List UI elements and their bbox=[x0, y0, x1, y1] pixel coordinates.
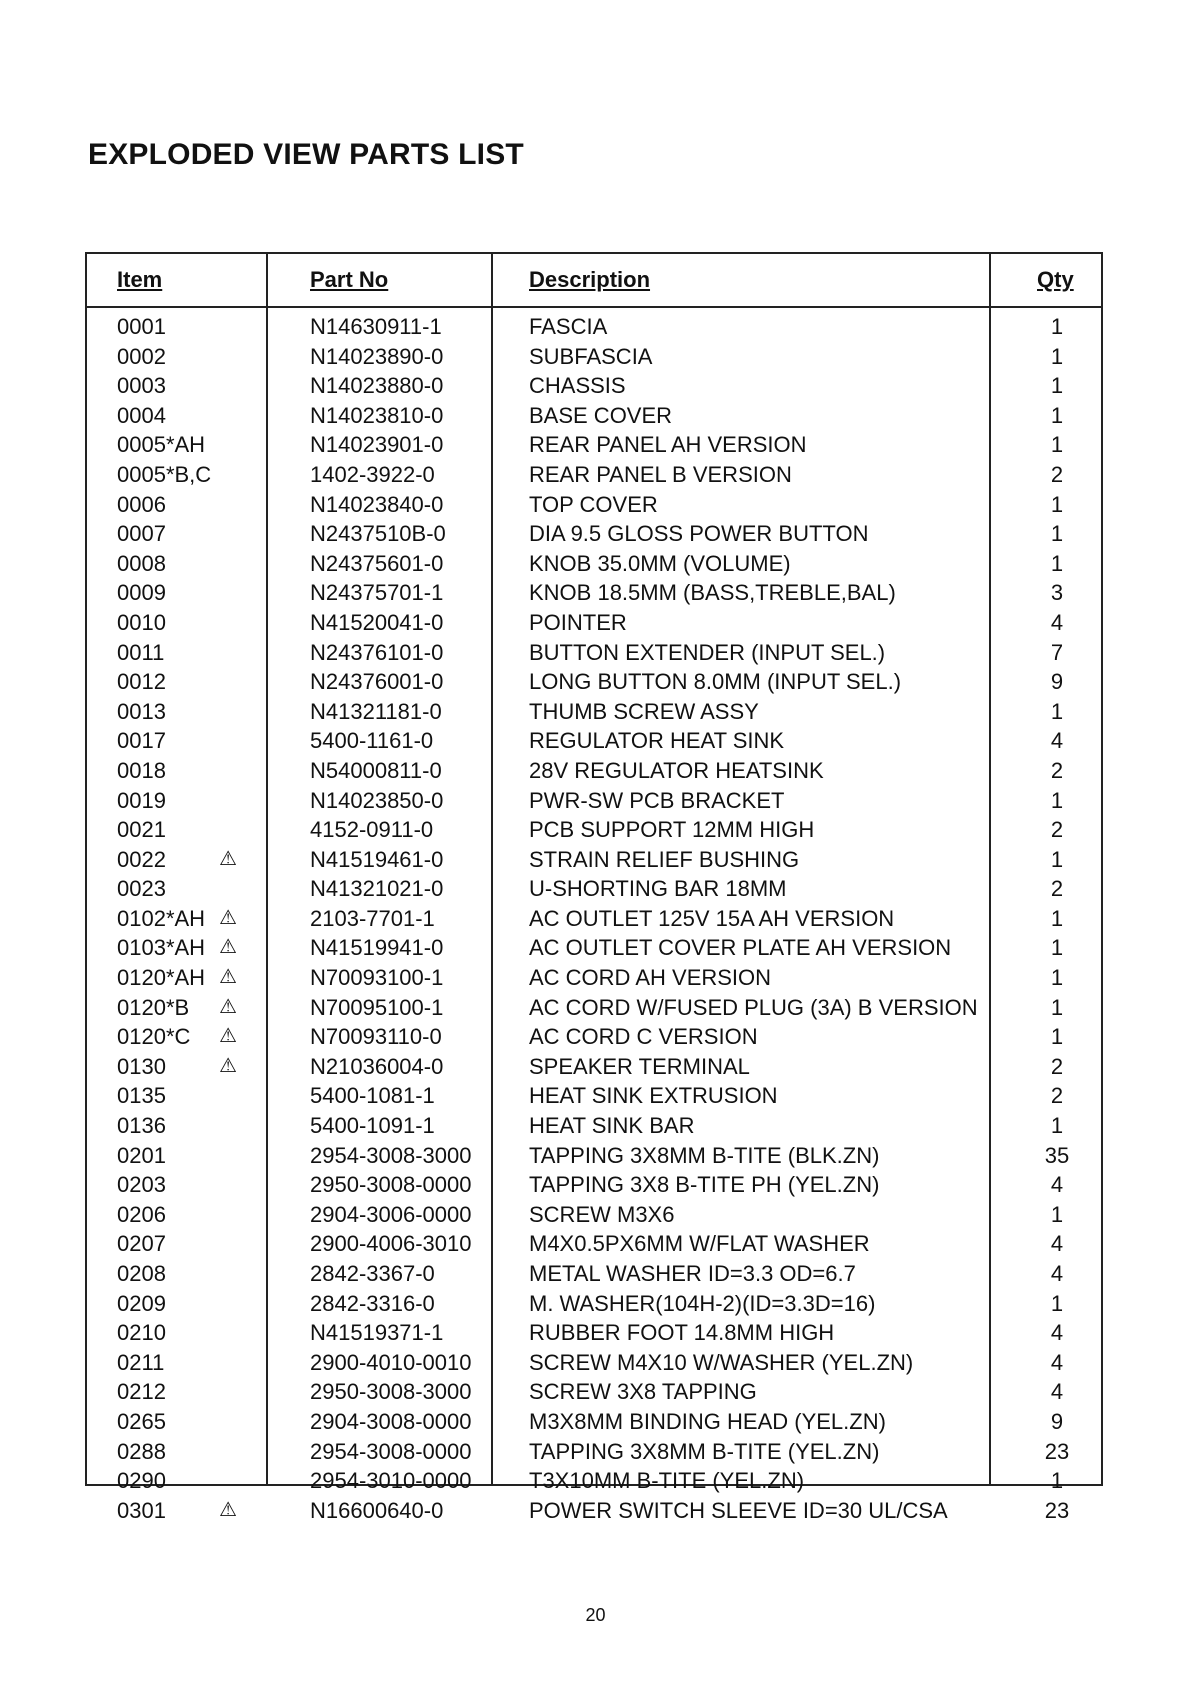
qty-cell: 1 bbox=[1050, 787, 1064, 813]
description-cell: U-SHORTING BAR 18MM bbox=[529, 876, 787, 902]
qty-cell: 1 bbox=[1050, 1290, 1064, 1316]
part-no-cell: N41321021-0 bbox=[310, 876, 444, 902]
description-cell: CHASSIS bbox=[529, 373, 626, 399]
qty-cell: 1 bbox=[1050, 373, 1064, 399]
description-cell: POINTER bbox=[529, 609, 627, 635]
table-row bbox=[87, 519, 1101, 549]
qty-cell: 1 bbox=[1050, 905, 1064, 931]
qty-cell: 1 bbox=[1050, 491, 1064, 517]
item-cell: 0004 bbox=[117, 402, 166, 428]
column-header-qty: Qty bbox=[1037, 267, 1074, 292]
part-no-cell: 2954-3008-3000 bbox=[310, 1142, 472, 1168]
item-cell: 0009 bbox=[117, 580, 166, 606]
warning-icon: ⚠ bbox=[219, 1025, 237, 1048]
qty-cell: 35 bbox=[1044, 1142, 1070, 1168]
description-cell: STRAIN RELIEF BUSHING bbox=[529, 846, 800, 872]
qty-cell: 4 bbox=[1050, 1261, 1064, 1286]
item-cell: 0011 bbox=[117, 639, 165, 665]
item-cell: 0013 bbox=[117, 698, 166, 724]
item-cell: 0120*AH bbox=[117, 965, 206, 991]
table-row bbox=[87, 1170, 1101, 1200]
item-cell: 0203 bbox=[117, 1172, 166, 1198]
description-cell: AC CORD AH VERSION bbox=[529, 965, 772, 991]
part-no-cell: 2954-3010-0000 bbox=[310, 1468, 472, 1494]
part-no-cell: N41321181-0 bbox=[310, 698, 442, 724]
part-no-cell: N41519941-0 bbox=[310, 935, 444, 961]
part-no-cell: N2437510B-0 bbox=[310, 521, 446, 547]
description-cell: BASE COVER bbox=[529, 402, 673, 428]
table-row bbox=[87, 756, 1101, 786]
qty-cell: 4 bbox=[1050, 1172, 1064, 1198]
table-row bbox=[87, 1200, 1101, 1230]
qty-cell: 1 bbox=[1050, 343, 1064, 369]
qty-cell: 3 bbox=[1050, 580, 1064, 606]
description-cell: PWR-SW PCB BRACKET bbox=[529, 787, 785, 813]
qty-cell: 1 bbox=[1050, 550, 1064, 576]
item-cell: 0301 bbox=[117, 1497, 166, 1523]
qty-cell: 4 bbox=[1050, 609, 1064, 635]
description-cell: SCREW 3X8 TAPPING bbox=[529, 1379, 757, 1405]
item-cell: 0005*AH bbox=[117, 432, 206, 458]
header-divider bbox=[87, 306, 1101, 308]
description-cell: M3X8MM BINDING HEAD (YEL.ZN) bbox=[529, 1408, 886, 1434]
description-cell: REGULATOR HEAT SINK bbox=[529, 728, 785, 754]
qty-cell: 9 bbox=[1050, 669, 1064, 695]
qty-cell: 1 bbox=[1050, 965, 1064, 991]
description-cell: SCREW M3X6 bbox=[529, 1201, 675, 1227]
qty-cell: 1 bbox=[1050, 1024, 1064, 1050]
description-cell: LONG BUTTON 8.0MM (INPUT SEL.) bbox=[529, 669, 902, 695]
table-row bbox=[87, 460, 1101, 490]
table-row bbox=[87, 786, 1101, 816]
table-row bbox=[87, 1111, 1101, 1141]
warning-icon: ⚠ bbox=[219, 966, 237, 989]
description-cell: AC CORD W/FUSED PLUG (3A) B VERSION bbox=[529, 994, 978, 1020]
description-cell: SPEAKER TERMINAL bbox=[529, 1053, 750, 1079]
qty-cell: 23 bbox=[1044, 1497, 1070, 1523]
item-cell: 0208 bbox=[117, 1261, 166, 1286]
table-row bbox=[87, 430, 1101, 460]
part-no-cell: N41520041-0 bbox=[310, 609, 444, 635]
part-no-cell: N41519371-1 bbox=[310, 1320, 444, 1346]
item-cell: 0120*B bbox=[117, 994, 190, 1020]
item-cell: 0288 bbox=[117, 1438, 166, 1464]
warning-icon: ⚠ bbox=[219, 1498, 237, 1521]
item-cell: 0003 bbox=[117, 373, 166, 399]
part-no-cell: 2950-3008-0000 bbox=[310, 1172, 472, 1198]
qty-cell: 2 bbox=[1050, 876, 1064, 902]
item-cell: 0135 bbox=[117, 1083, 166, 1109]
table-row bbox=[87, 1081, 1101, 1111]
part-no-cell: N14023901-0 bbox=[310, 432, 444, 458]
qty-cell: 2 bbox=[1050, 461, 1064, 487]
part-no-cell: N70093110-0 bbox=[310, 1024, 442, 1050]
qty-cell: 1 bbox=[1050, 1113, 1064, 1139]
description-cell: M. WASHER(104H-2)(ID=3.3D=16) bbox=[529, 1290, 876, 1316]
table-row bbox=[87, 667, 1101, 697]
part-no-cell: N24375701-1 bbox=[310, 580, 444, 606]
item-cell: 0010 bbox=[117, 609, 166, 635]
table-row bbox=[87, 312, 1101, 342]
part-no-cell: N14023880-0 bbox=[310, 373, 444, 399]
table-row bbox=[87, 1289, 1101, 1319]
description-cell: TAPPING 3X8MM B-TITE (BLK.ZN) bbox=[529, 1142, 880, 1168]
table-row bbox=[87, 1022, 1101, 1052]
description-cell: HEAT SINK BAR bbox=[529, 1113, 695, 1139]
table-row bbox=[87, 1407, 1101, 1437]
qty-cell: 23 bbox=[1044, 1438, 1070, 1464]
qty-cell: 2 bbox=[1050, 817, 1064, 843]
table-row bbox=[87, 1348, 1101, 1378]
description-cell: THUMB SCREW ASSY bbox=[529, 698, 759, 724]
table-row bbox=[87, 578, 1101, 608]
description-cell: RUBBER FOOT 14.8MM HIGH bbox=[529, 1320, 835, 1346]
part-no-cell: 1402-3922-0 bbox=[310, 461, 435, 487]
qty-cell: 1 bbox=[1050, 698, 1064, 724]
part-no-cell: 5400-1091-1 bbox=[310, 1113, 435, 1139]
qty-cell: 9 bbox=[1050, 1408, 1064, 1434]
item-cell: 0007 bbox=[117, 521, 166, 547]
item-cell: 0019 bbox=[117, 787, 166, 813]
table-row bbox=[87, 1377, 1101, 1407]
part-no-cell: N16600640-0 bbox=[310, 1497, 444, 1523]
description-cell: POWER SWITCH SLEEVE ID=30 UL/CSA bbox=[529, 1497, 948, 1523]
item-cell: 0012 bbox=[117, 669, 166, 695]
table-row bbox=[87, 608, 1101, 638]
item-cell: 0136 bbox=[117, 1113, 166, 1139]
warning-icon: ⚠ bbox=[219, 906, 237, 929]
item-cell: 0265 bbox=[117, 1408, 166, 1434]
item-cell: 0017 bbox=[117, 728, 166, 754]
part-no-cell: 2954-3008-0000 bbox=[310, 1438, 472, 1464]
qty-cell: 1 bbox=[1050, 521, 1064, 547]
description-cell: AC OUTLET 125V 15A AH VERSION bbox=[529, 905, 895, 931]
table-row bbox=[87, 401, 1101, 431]
table-row bbox=[87, 1052, 1101, 1082]
description-cell: KNOB 35.0MM (VOLUME) bbox=[529, 550, 791, 576]
table-row bbox=[87, 1259, 1101, 1289]
part-no-cell: 2103-7701-1 bbox=[310, 905, 435, 931]
item-cell: 0207 bbox=[117, 1231, 166, 1257]
qty-cell: 2 bbox=[1050, 757, 1064, 783]
warning-icon: ⚠ bbox=[219, 995, 237, 1018]
description-cell: TAPPING 3X8 B-TITE PH (YEL.ZN) bbox=[529, 1172, 880, 1198]
description-cell: T3X10MM B-TITE (YEL.ZN) bbox=[529, 1468, 805, 1494]
qty-cell: 1 bbox=[1050, 432, 1064, 458]
column-header-part-no: Part No bbox=[310, 267, 389, 292]
item-cell: 0201 bbox=[117, 1142, 166, 1168]
table-body bbox=[87, 312, 1101, 1525]
column-header-description: Description bbox=[529, 267, 651, 292]
parts-table bbox=[85, 252, 1103, 1523]
part-no-cell: 2842-3367-0 bbox=[310, 1261, 435, 1286]
item-cell: 0130 bbox=[117, 1053, 166, 1079]
column-header-item: Item bbox=[117, 267, 163, 292]
qty-cell: 1 bbox=[1050, 314, 1064, 339]
item-cell: 0102*AH bbox=[117, 905, 206, 931]
item-cell: 0211 bbox=[117, 1349, 165, 1375]
description-cell: METAL WASHER ID=3.3 OD=6.7 bbox=[529, 1261, 856, 1286]
warning-icon: ⚠ bbox=[219, 936, 237, 959]
qty-cell: 4 bbox=[1050, 1320, 1064, 1346]
description-cell: AC OUTLET COVER PLATE AH VERSION bbox=[529, 935, 952, 961]
part-no-cell: 5400-1161-0 bbox=[310, 728, 434, 754]
qty-cell: 4 bbox=[1050, 1379, 1064, 1405]
description-cell: M4X0.5PX6MM W/FLAT WASHER bbox=[529, 1231, 870, 1257]
qty-cell: 1 bbox=[1050, 1201, 1064, 1227]
table-row bbox=[87, 371, 1101, 401]
qty-cell: 1 bbox=[1050, 846, 1064, 872]
table-row bbox=[87, 845, 1101, 875]
description-cell: TOP COVER bbox=[529, 491, 658, 517]
qty-cell: 7 bbox=[1050, 639, 1064, 665]
table-row bbox=[87, 342, 1101, 372]
description-cell: REAR PANEL AH VERSION bbox=[529, 432, 807, 458]
table-row bbox=[87, 1318, 1101, 1348]
part-no-cell: 2904-3006-0000 bbox=[310, 1201, 472, 1227]
description-cell: KNOB 18.5MM (BASS,TREBLE,BAL) bbox=[529, 580, 896, 606]
item-cell: 0008 bbox=[117, 550, 166, 576]
part-no-cell: 2900-4006-3010 bbox=[310, 1231, 472, 1257]
part-no-cell: N14023850-0 bbox=[310, 787, 444, 813]
item-cell: 0023 bbox=[117, 876, 166, 902]
part-no-cell: N24376101-0 bbox=[310, 639, 444, 665]
part-no-cell: N41519461-0 bbox=[310, 846, 444, 872]
part-no-cell: N70095100-1 bbox=[310, 994, 444, 1020]
part-no-cell: N14023890-0 bbox=[310, 343, 444, 369]
qty-cell: 2 bbox=[1050, 1053, 1064, 1079]
table-row bbox=[87, 490, 1101, 520]
part-no-cell: 4152-0911-0 bbox=[310, 817, 434, 843]
table-row bbox=[87, 963, 1101, 993]
item-cell: 0021 bbox=[117, 817, 166, 843]
item-cell: 0210 bbox=[117, 1320, 166, 1346]
table-row bbox=[87, 933, 1101, 963]
description-cell: AC CORD C VERSION bbox=[529, 1024, 758, 1050]
part-no-cell: N24376001-0 bbox=[310, 669, 444, 695]
qty-cell: 4 bbox=[1050, 1231, 1064, 1257]
item-cell: 0001 bbox=[117, 314, 166, 339]
part-no-cell: N14023840-0 bbox=[310, 491, 444, 517]
table-row bbox=[87, 815, 1101, 845]
description-cell: PCB SUPPORT 12MM HIGH bbox=[529, 817, 815, 843]
item-cell: 0005*B,C bbox=[117, 461, 212, 487]
warning-icon: ⚠ bbox=[219, 1054, 237, 1077]
qty-cell: 1 bbox=[1050, 994, 1064, 1020]
qty-cell: 1 bbox=[1050, 402, 1064, 428]
table-row bbox=[87, 1466, 1101, 1496]
qty-cell: 4 bbox=[1050, 1349, 1064, 1375]
table-row bbox=[87, 726, 1101, 756]
page-title: EXPLODED VIEW PARTS LIST bbox=[88, 138, 524, 171]
part-no-cell: 2904-3008-0000 bbox=[310, 1408, 472, 1434]
item-cell: 0022 bbox=[117, 846, 166, 872]
qty-cell: 1 bbox=[1050, 1468, 1064, 1494]
item-cell: 0002 bbox=[117, 343, 166, 369]
description-cell: BUTTON EXTENDER (INPUT SEL.) bbox=[529, 639, 886, 665]
part-no-cell: 2900-4010-0010 bbox=[310, 1349, 472, 1375]
description-cell: SUBFASCIA bbox=[529, 343, 653, 369]
description-cell: FASCIA bbox=[529, 314, 608, 339]
item-cell: 0006 bbox=[117, 491, 166, 517]
table-row bbox=[87, 1496, 1101, 1526]
table-row bbox=[87, 874, 1101, 904]
description-cell: DIA 9.5 GLOSS POWER BUTTON bbox=[529, 521, 869, 547]
part-no-cell: N54000811-0 bbox=[310, 757, 442, 783]
part-no-cell: N70093100-1 bbox=[310, 965, 444, 991]
part-no-cell: 2950-3008-3000 bbox=[310, 1379, 472, 1405]
description-cell: TAPPING 3X8MM B-TITE (YEL.ZN) bbox=[529, 1438, 880, 1464]
table-row bbox=[87, 1437, 1101, 1467]
part-no-cell: N24375601-0 bbox=[310, 550, 444, 576]
page-number: 20 bbox=[585, 1605, 606, 1625]
part-no-cell: 2842-3316-0 bbox=[310, 1290, 435, 1316]
description-cell: 28V REGULATOR HEATSINK bbox=[529, 757, 824, 783]
qty-cell: 4 bbox=[1050, 728, 1064, 754]
qty-cell: 1 bbox=[1050, 935, 1064, 961]
table-row bbox=[87, 697, 1101, 727]
table-row bbox=[87, 993, 1101, 1023]
item-cell: 0120*C bbox=[117, 1024, 191, 1050]
part-no-cell: N14630911-1 bbox=[310, 314, 442, 339]
table-row bbox=[87, 549, 1101, 579]
item-cell: 0290 bbox=[117, 1468, 166, 1494]
table-row bbox=[87, 1141, 1101, 1171]
table-row bbox=[87, 1229, 1101, 1259]
part-no-cell: 5400-1081-1 bbox=[310, 1083, 435, 1109]
warning-icon: ⚠ bbox=[219, 847, 237, 870]
item-cell: 0018 bbox=[117, 757, 166, 783]
description-cell: SCREW M4X10 W/WASHER (YEL.ZN) bbox=[529, 1349, 914, 1375]
qty-cell: 2 bbox=[1050, 1083, 1064, 1109]
part-no-cell: N21036004-0 bbox=[310, 1053, 444, 1079]
table-row bbox=[87, 904, 1101, 934]
item-cell: 0206 bbox=[117, 1201, 166, 1227]
item-cell: 0103*AH bbox=[117, 935, 206, 961]
description-cell: REAR PANEL B VERSION bbox=[529, 461, 792, 487]
item-cell: 0212 bbox=[117, 1379, 166, 1405]
description-cell: HEAT SINK EXTRUSION bbox=[529, 1083, 778, 1109]
part-no-cell: N14023810-0 bbox=[310, 402, 444, 428]
item-cell: 0209 bbox=[117, 1290, 166, 1316]
table-row bbox=[87, 638, 1101, 668]
